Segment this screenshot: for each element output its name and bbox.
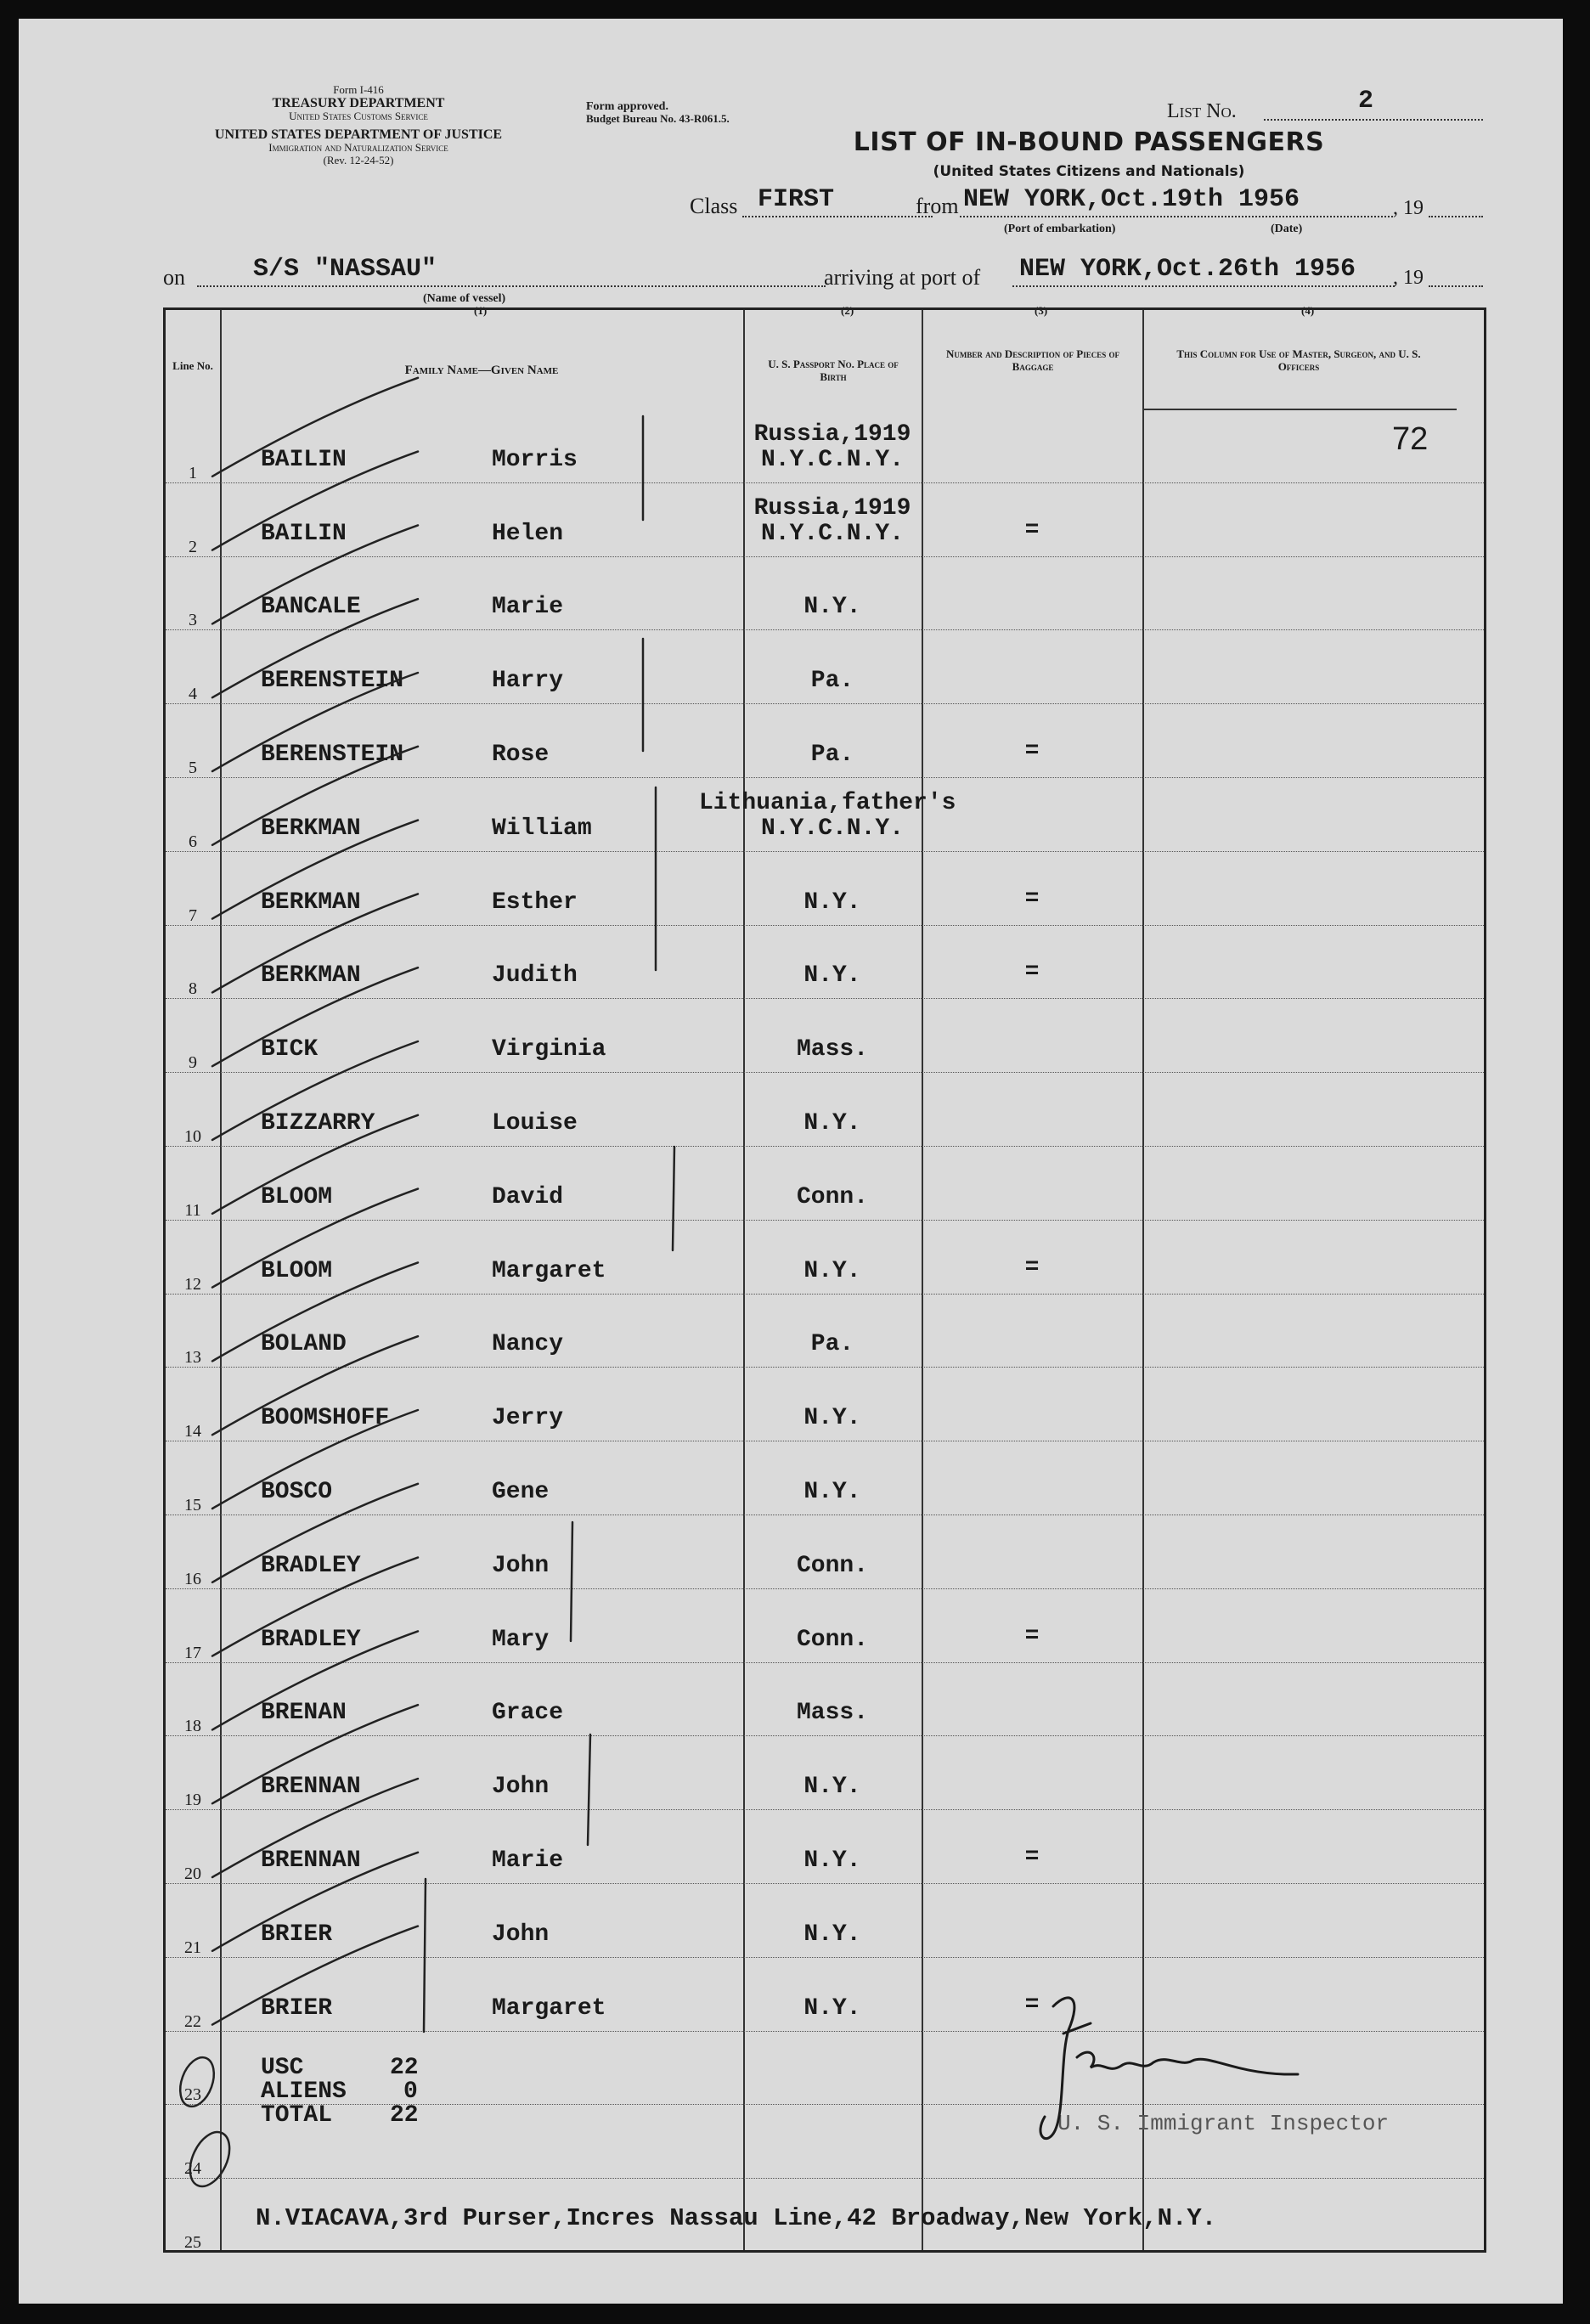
given-name: Rose xyxy=(492,742,550,768)
line-number: 13 xyxy=(184,1348,201,1368)
family-name: BLOOM xyxy=(261,1257,333,1284)
ins-service: Immigration and Naturalization Service xyxy=(268,141,448,154)
line-number: 6 xyxy=(189,832,197,851)
line-number: 1 xyxy=(189,463,197,482)
check-mark xyxy=(212,1115,418,1214)
family-name: BRIER xyxy=(261,1921,333,1948)
aliens-label: ALIENS xyxy=(261,2079,347,2105)
baggage: = xyxy=(1024,1622,1040,1650)
line-number: 12 xyxy=(184,1274,201,1294)
given-name: John xyxy=(492,1552,550,1579)
budget-bureau: Budget Bureau No. 43-R061.5. xyxy=(586,112,730,125)
check-mark xyxy=(212,1853,418,1951)
check-mark xyxy=(212,1041,418,1140)
family-name: BLOOM xyxy=(261,1183,333,1210)
officer-note: 72 xyxy=(1392,420,1429,457)
place-of-birth: N.Y. xyxy=(803,1110,861,1137)
given-name: John xyxy=(492,1774,550,1801)
line-number: 7 xyxy=(189,905,197,925)
total-value: 22 xyxy=(390,2102,419,2129)
line-number: 3 xyxy=(189,611,197,630)
given-name: Margaret xyxy=(492,1994,606,2022)
family-name: BAILIN xyxy=(261,446,347,473)
line-number: 5 xyxy=(189,759,197,777)
place-of-birth: N.Y. xyxy=(803,962,861,990)
col-line-no: Line No. xyxy=(172,359,213,372)
given-name: David xyxy=(492,1183,564,1210)
place-of-birth: N.Y.C.N.Y. xyxy=(760,815,905,842)
family-name: BOOMSHOFF xyxy=(261,1405,390,1432)
line-number: 25 xyxy=(184,2233,201,2252)
year-suffix-2: , 19 xyxy=(1393,267,1424,289)
inspector-signature xyxy=(1040,1998,1298,2139)
line-number: 20 xyxy=(184,1864,201,1883)
check-mark xyxy=(212,1631,418,1729)
given-name: Marie xyxy=(492,1847,564,1874)
line-number: 9 xyxy=(189,1053,197,1073)
place-of-birth: N.Y. xyxy=(803,1257,861,1284)
place-of-birth: N.Y. xyxy=(803,1405,861,1432)
place-of-birth: N.Y. xyxy=(803,1847,861,1874)
line-number: 16 xyxy=(184,1569,201,1588)
family-name: BERENSTEIN xyxy=(261,668,404,695)
birth-detail: Russia,1919 xyxy=(753,494,911,522)
line-number: 22 xyxy=(184,2011,201,2031)
given-name: Grace xyxy=(492,1700,564,1727)
arriving-value: NEW YORK,Oct.26th 1956 xyxy=(1019,255,1356,284)
given-name: Morris xyxy=(492,446,578,473)
check-mark xyxy=(212,747,418,845)
given-name: Nancy xyxy=(492,1331,564,1358)
aliens-value: 0 xyxy=(403,2079,418,2105)
place-of-birth: Mass. xyxy=(796,1700,868,1727)
line-number: 10 xyxy=(184,1127,201,1146)
place-of-birth: N.Y. xyxy=(803,1921,861,1948)
caption-4: (4) xyxy=(1301,304,1315,317)
given-name: Virginia xyxy=(492,1036,606,1063)
family-name: BOSCO xyxy=(261,1479,333,1505)
given-name: John xyxy=(492,1921,550,1948)
place-of-birth: N.Y. xyxy=(803,1479,861,1505)
place-of-birth: Pa. xyxy=(810,1331,854,1358)
line-number: 14 xyxy=(184,1422,201,1441)
place-of-birth: Pa. xyxy=(810,668,854,695)
caption-2: (2) xyxy=(841,304,854,317)
family-name: BERKMAN xyxy=(261,888,361,916)
place-of-birth: N.Y.C.N.Y. xyxy=(760,446,905,473)
given-name: Margaret xyxy=(492,1257,606,1284)
family-name: BRADLEY xyxy=(261,1626,361,1653)
check-mark xyxy=(212,378,418,477)
place-of-birth: Conn. xyxy=(796,1552,868,1579)
family-name: BIZZARRY xyxy=(261,1110,375,1137)
line-number: 11 xyxy=(184,1200,201,1220)
on-label: on xyxy=(163,265,185,290)
check-mark xyxy=(212,452,418,550)
vessel-caption: (Name of vessel) xyxy=(423,292,506,305)
class-value: FIRST xyxy=(758,185,835,214)
given-name: Judith xyxy=(492,962,578,990)
purser-line: N.VIACAVA,3rd Purser,Incres Nassau Line,42 Broadway,New York,N.Y. xyxy=(256,2204,1217,2232)
baggage: = xyxy=(1024,516,1040,544)
check-mark xyxy=(212,525,418,623)
line-number: 19 xyxy=(184,1791,201,1810)
line-number: 2 xyxy=(189,537,197,556)
family-name: BRENNAN xyxy=(261,1774,361,1801)
check-mark xyxy=(212,1926,418,2025)
baggage: = xyxy=(1024,1991,1040,2018)
place-of-birth: N.Y. xyxy=(803,594,861,621)
revision: (Rev. 12-24-52) xyxy=(323,154,394,166)
place-of-birth: Conn. xyxy=(796,1626,868,1653)
family-name: BRIER xyxy=(261,1994,333,2022)
place-of-birth: Pa. xyxy=(810,742,854,768)
form-number: Form I-416 xyxy=(333,83,384,96)
place-of-birth: N.Y. xyxy=(803,1994,861,2022)
check-mark xyxy=(212,1484,418,1582)
from-label: from xyxy=(916,194,959,218)
birth-detail: Lithuania,father's xyxy=(699,789,956,816)
given-name: Gene xyxy=(492,1479,550,1505)
family-name: BERENSTEIN xyxy=(261,742,404,768)
given-name: Mary xyxy=(492,1626,550,1653)
line-number: 24 xyxy=(184,2159,201,2179)
given-name: Marie xyxy=(492,594,564,621)
check-mark xyxy=(212,1336,418,1435)
place-of-birth: N.Y. xyxy=(803,888,861,916)
baggage: = xyxy=(1024,1254,1040,1281)
family-name: BERKMAN xyxy=(261,815,361,842)
family-name: BANCALE xyxy=(261,594,361,621)
family-name: BERKMAN xyxy=(261,962,361,990)
line-number: 17 xyxy=(184,1643,201,1662)
vessel-name: S/S "NASSAU" xyxy=(253,255,437,284)
family-name: BRENNAN xyxy=(261,1847,361,1874)
treasury-dept: TREASURY DEPARTMENT xyxy=(272,96,445,110)
check-mark xyxy=(212,894,418,992)
baggage: = xyxy=(1024,738,1040,764)
baggage: = xyxy=(1024,1844,1040,1870)
col-name: Family Name—Given Name xyxy=(404,364,559,377)
line-number: 21 xyxy=(184,1938,201,1957)
from-value: NEW YORK,Oct.19th 1956 xyxy=(963,185,1300,214)
customs-service: United States Customs Service xyxy=(289,110,428,122)
family-name: BAILIN xyxy=(261,520,347,547)
inspector-caption: U. S. Immigrant Inspector xyxy=(1057,2111,1390,2136)
line-number: 23 xyxy=(184,2085,201,2105)
family-name: BRADLEY xyxy=(261,1552,361,1579)
family-name: BRENAN xyxy=(261,1700,347,1727)
caption-3: (3) xyxy=(1035,304,1048,317)
caption-1: (1) xyxy=(474,304,488,317)
line-number: 8 xyxy=(189,979,197,999)
handwritten-marks xyxy=(19,19,1563,2304)
baggage: = xyxy=(1024,885,1040,912)
total-label: TOTAL xyxy=(261,2102,333,2129)
list-label: List No. xyxy=(1167,100,1237,122)
baggage: = xyxy=(1024,959,1040,986)
given-name: Helen xyxy=(492,520,564,547)
given-name: William xyxy=(492,815,592,842)
check-mark xyxy=(212,967,418,1066)
check-mark xyxy=(212,821,418,919)
list-number: 2 xyxy=(1358,87,1374,116)
given-name: Harry xyxy=(492,668,564,695)
usc-label: USC xyxy=(261,2055,304,2081)
given-name: Esther xyxy=(492,888,578,916)
family-name: BOLAND xyxy=(261,1331,347,1358)
port-embark-caption: (Port of embarkation) xyxy=(1004,223,1116,235)
birth-detail: Russia,1919 xyxy=(753,420,911,448)
place-of-birth: Conn. xyxy=(796,1183,868,1210)
place-of-birth: N.Y.C.N.Y. xyxy=(760,520,905,547)
line-number: 18 xyxy=(184,1717,201,1736)
class-label: Class xyxy=(690,194,738,218)
arriving-label: arriving at port of xyxy=(824,265,981,290)
year-suffix-1: , 19 xyxy=(1393,197,1424,219)
check-mark xyxy=(212,673,418,771)
page-title: LIST OF IN-BOUND PASSENGERS xyxy=(853,127,1325,157)
line-number: 4 xyxy=(189,685,197,704)
given-name: Louise xyxy=(492,1110,578,1137)
check-mark xyxy=(212,1558,418,1656)
given-name: Jerry xyxy=(492,1405,564,1432)
form-approved: Form approved. xyxy=(586,100,668,113)
col-passport: U. S. Passport No. Place of Birth xyxy=(768,358,899,383)
place-of-birth: Mass. xyxy=(796,1036,868,1063)
place-of-birth: N.Y. xyxy=(803,1774,861,1801)
check-mark xyxy=(212,1779,418,1877)
check-mark xyxy=(212,1262,418,1361)
col-officers: This Column for Use of Master, Surgeon, and U. S. Officers xyxy=(1176,347,1421,373)
date-caption: (Date) xyxy=(1271,223,1303,235)
line-number: 15 xyxy=(184,1496,201,1515)
usc-value: 22 xyxy=(390,2055,419,2081)
justice-dept: UNITED STATES DEPARTMENT OF JUSTICE xyxy=(214,127,503,142)
manifest-page xyxy=(19,19,1563,2304)
check-mark xyxy=(212,1189,418,1288)
check-mark xyxy=(212,1410,418,1509)
check-mark xyxy=(212,1705,418,1803)
col-baggage: Number and Description of Pieces of Baggage xyxy=(946,347,1119,373)
check-mark xyxy=(212,599,418,697)
page-subtitle: (United States Citizens and Nationals) xyxy=(933,163,1245,180)
family-name: BICK xyxy=(261,1036,319,1063)
